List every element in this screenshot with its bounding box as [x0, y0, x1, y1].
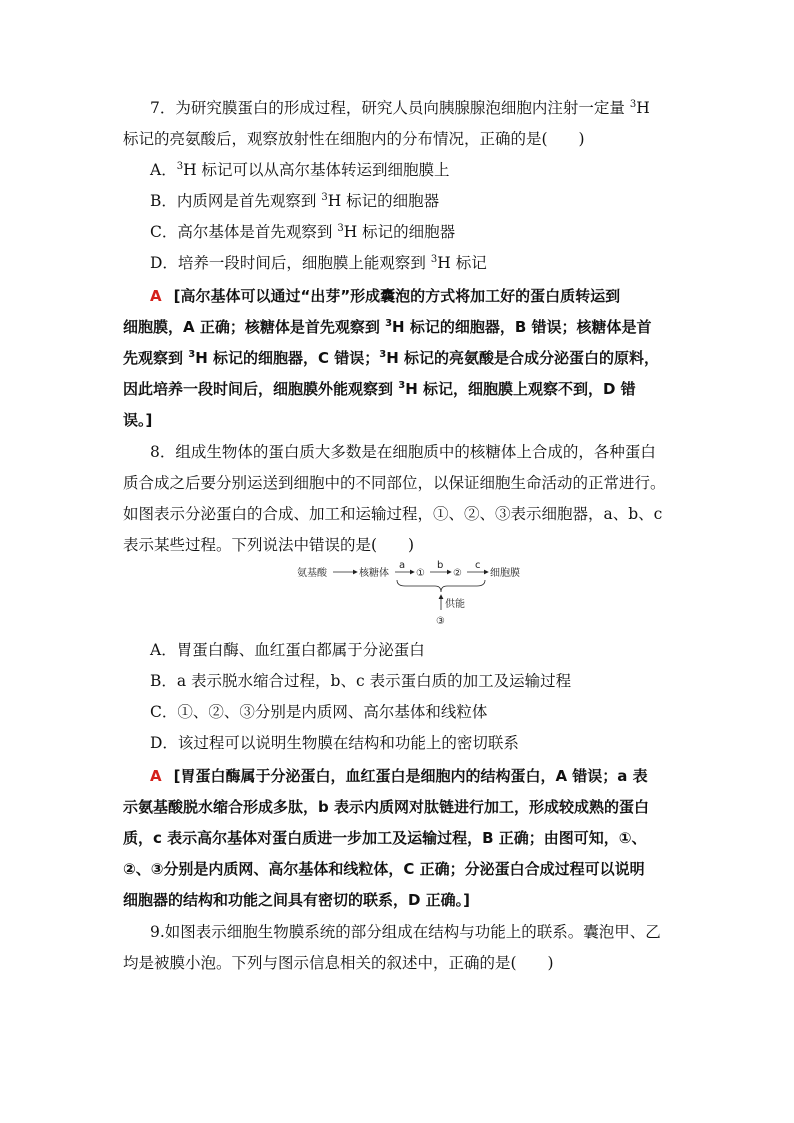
secretory-protein-pathway-diagram: [295, 560, 545, 630]
q8-answer-line5: 细胞器的结构和功能之间具有密切的联系，D 正确。]: [123, 891, 471, 909]
q7-answer-line3: 先观察到 $^3$H 标记的细胞器，C 错误；$^3$H 标记的亮氨酸是合成分泌蛋白的原料，: [123, 349, 659, 367]
q8-option-a: A．胃蛋白酶、血红蛋白都属于分泌蛋白: [150, 641, 425, 659]
brace-energy: [397, 580, 485, 592]
q8-option-d: D．该过程可以说明生物膜在结构和功能上的密切联系: [150, 734, 519, 752]
label-energy: 供能: [445, 599, 465, 610]
q8-answer-line3: 质，c 表示高尔基体对蛋白质进一步加工及运输过程，B 正确；由图可知，①、: [123, 829, 647, 847]
q8-option-b: B．a 表示脱水缩合过程，b、c 表示蛋白质的加工及运输过程: [150, 672, 572, 690]
q7-option-d: D．培养一段时间后，细胞膜上能观察到 $^3$H 标记: [150, 254, 487, 272]
q7-answer-line5: 误。]: [123, 411, 153, 429]
q8-answer-line4: ②、③分别是内质网、高尔基体和线粒体，C 正确；分泌蛋白合成过程可以说明: [123, 860, 645, 878]
q7-option-b: B．内质网是首先观察到 $^3$H 标记的细胞器: [150, 192, 440, 210]
q8-option-c: C．①、②、③分别是内质网、高尔基体和线粒体: [150, 703, 488, 721]
label-organelle-3: ③: [436, 616, 445, 627]
label-amino-acid: 氨基酸: [297, 568, 327, 579]
label-ribosome: 核糖体: [359, 568, 389, 579]
q7-answer-letter: A: [150, 287, 162, 305]
q7-stem-line1: 7．为研究膜蛋白的形成过程，研究人员向胰腺腺泡细胞内注射一定量 $^3$H: [150, 99, 650, 117]
q7-answer-line4: 因此培养一段时间后，细胞膜外能观察到 $^3$H 标记，细胞膜上观察不到，D 错: [123, 380, 636, 398]
label-process-a: a: [399, 560, 406, 571]
q7-option-a: A．$^3$H 标记可以从高尔基体转运到细胞膜上: [150, 161, 450, 179]
q8-stem-line2: 质合成之后要分别运送到细胞中的不同部位，以保证细胞生命活动的正常进行。: [123, 474, 666, 492]
q7-answer-line1: A [高尔基体可以通过“出芽”形成囊泡的方式将加工好的蛋白质转运到: [150, 287, 621, 305]
q8-stem-line3: 如图表示分泌蛋白的合成、加工和运输过程，①、②、③表示细胞器，a、b、c: [123, 505, 663, 523]
label-process-c: c: [475, 560, 481, 571]
q8-answer-line1: A [胃蛋白酶属于分泌蛋白，血红蛋白是细胞内的结构蛋白，A 错误；a 表: [150, 767, 648, 785]
q7-stem-line2: 标记的亮氨酸后，观察放射性在细胞内的分布情况，正确的是( ): [123, 130, 585, 148]
label-organelle-1: ①: [416, 568, 425, 579]
q8-stem-line1: 8．组成生物体的蛋白质大多数是在细胞质中的核糖体上合成的，各种蛋白: [150, 443, 656, 461]
q8-answer-line2: 示氨基酸脱水缩合形成多肽，b 表示内质网对肽链进行加工，形成较成熟的蛋白: [123, 798, 649, 816]
label-organelle-2: ②: [453, 568, 462, 579]
q8-stem-line4: 表示某些过程。下列说法中错误的是( ): [123, 536, 415, 554]
q9-stem-line2: 均是被膜小泡。下列与图示信息相关的叙述中，正确的是( ): [123, 954, 554, 972]
q9-stem-line1: 9.如图表示细胞生物膜系统的部分组成在结构与功能上的联系。囊泡甲、乙: [150, 923, 661, 941]
q7-answer-line2: 细胞膜，A 正确；核糖体是首先观察到 $^3$H 标记的细胞器，B 错误；核糖体是首: [123, 318, 652, 336]
q7-option-c: C．高尔基体是首先观察到 $^3$H 标记的细胞器: [150, 223, 456, 241]
label-cell-membrane: 细胞膜: [490, 568, 520, 579]
q8-answer-letter: A: [150, 767, 162, 785]
label-process-b: b: [437, 560, 444, 571]
